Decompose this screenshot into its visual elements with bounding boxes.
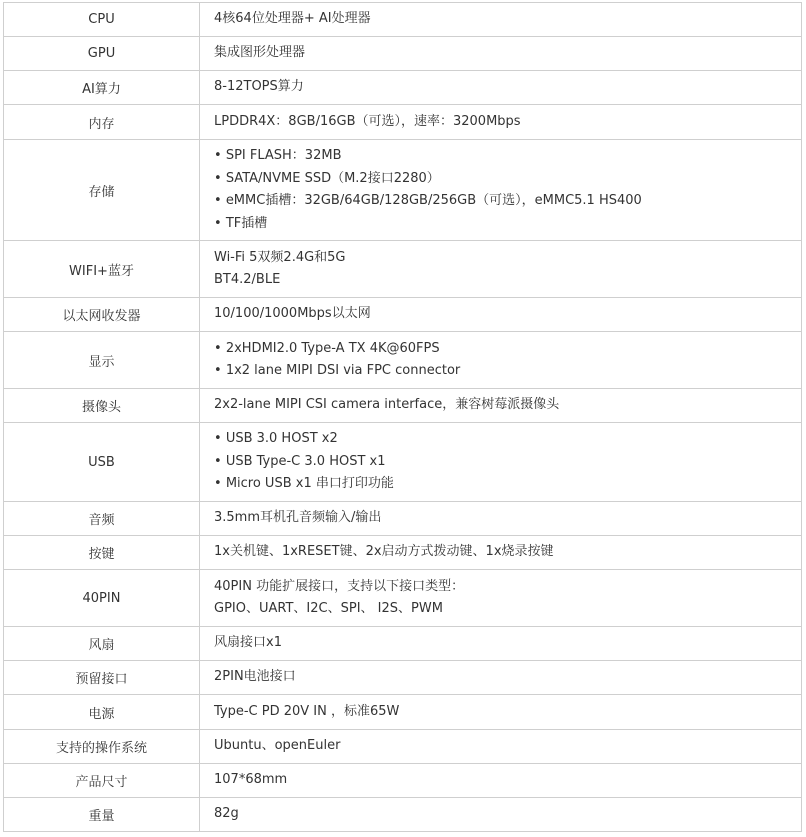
spec-value [200,37,802,71]
spec-key: 40PIN [4,570,200,627]
spec-value-bullet-item: • 1x2 lane MIPI DSI via FPC connector [214,360,801,383]
spec-value-line: Wi-Fi 5双频2.4G和5G [214,249,346,265]
spec-value-line: Ubuntu、openEuler [214,738,341,754]
table-row [4,798,802,832]
spec-value [200,140,802,241]
spec-value-line: 8-12TOPS算力 [214,79,304,95]
spec-key: GPU [4,37,200,71]
table-row [4,570,802,627]
spec-key: 风扇 [4,627,200,661]
table-row [4,423,802,502]
spec-value-line: 2x2-lane MIPI CSI camera interface，兼容树莓派摄像头 [214,397,560,413]
table-row [4,389,802,423]
spec-key: CPU [4,3,200,37]
table-row [4,298,802,332]
spec-value-bullet-item: • SATA/NVME SSD（M.2接口2280） [214,168,801,191]
spec-value [200,105,802,140]
spec-value-bullet-item: • 2xHDMI2.0 Type-A TX 4K@60FPS [214,338,801,361]
spec-key: 显示 [4,332,200,389]
spec-key: 按键 [4,536,200,570]
spec-value [200,695,802,730]
spec-value [200,332,802,389]
table-row [4,502,802,536]
table-row [4,37,802,71]
spec-value-line: 集成图形处理器 [214,45,306,61]
spec-value [200,241,802,298]
table-row [4,627,802,661]
spec-value [200,502,802,536]
table-row [4,71,802,105]
spec-key: 摄像头 [4,389,200,423]
spec-table [3,2,802,832]
spec-value [200,423,802,502]
spec-value [200,661,802,695]
spec-value [200,389,802,423]
table-row [4,332,802,389]
spec-key: 音频 [4,502,200,536]
spec-value [200,536,802,570]
spec-value [200,570,802,627]
spec-key: 内存 [4,105,200,140]
table-row [4,695,802,730]
spec-value-line: Type-C PD 20V IN ，标准65W [214,703,400,719]
table-row [4,241,802,298]
spec-value-line: 2PIN电池接口 [214,669,296,685]
spec-value-bullet-item: • TF插槽 [214,213,801,236]
spec-value-bullet-item: • SPI FLASH：32MB [214,145,801,168]
spec-key: WIFI+蓝牙 [4,241,200,298]
spec-key: AI算力 [4,71,200,105]
spec-value-bullet-item: • USB Type-C 3.0 HOST x1 [214,451,801,474]
spec-value-bullet-item: • Micro USB x1 串口打印功能 [214,473,801,496]
spec-value-bullet-item: • USB 3.0 HOST x2 [214,428,801,451]
spec-key: 存储 [4,140,200,241]
table-row [4,764,802,798]
spec-value-line: 10/100/1000Mbps以太网 [214,306,371,322]
spec-value [200,730,802,764]
spec-value-line: BT4.2/BLE [214,272,281,287]
spec-key: 产品尺寸 [4,764,200,798]
spec-value-line: LPDDR4X：8GB/16GB（可选），速率：3200Mbps [214,113,521,129]
spec-value [200,71,802,105]
spec-value [200,798,802,832]
spec-value [200,298,802,332]
spec-value-line: 风扇接口x1 [214,635,282,651]
spec-value [200,764,802,798]
spec-key: 重量 [4,798,200,832]
spec-table-body [4,3,802,832]
spec-value-line: 107*68mm [214,772,288,788]
spec-value-line: GPIO、UART、I2C、SPI、 I2S、PWM [214,601,443,616]
spec-key: 以太网收发器 [4,298,200,332]
spec-value-line: 3.5mm耳机孔音频输入/输出 [214,510,382,526]
spec-value-line: 82g [214,806,239,822]
table-row [4,3,802,37]
spec-key: 预留接口 [4,661,200,695]
table-row [4,536,802,570]
spec-value-bullet-item: • eMMC插槽：32GB/64GB/128GB/256GB（可选），eMMC5.1 HS400 [214,190,801,213]
table-row [4,105,802,140]
spec-value [200,627,802,661]
spec-key: 支持的操作系统 [4,730,200,764]
spec-key: USB [4,423,200,502]
table-row [4,730,802,764]
table-row [4,661,802,695]
spec-value-line: 40PIN 功能扩展接口，支持以下接口类型： [214,578,465,594]
spec-value-line: 1x关机键、1xRESET键、2x启动方式拨动键、1x烧录按键 [214,544,554,560]
spec-value-line: 4核64位处理器+ AI处理器 [214,11,371,27]
spec-key: 电源 [4,695,200,730]
table-row [4,140,802,241]
spec-value [200,3,802,37]
